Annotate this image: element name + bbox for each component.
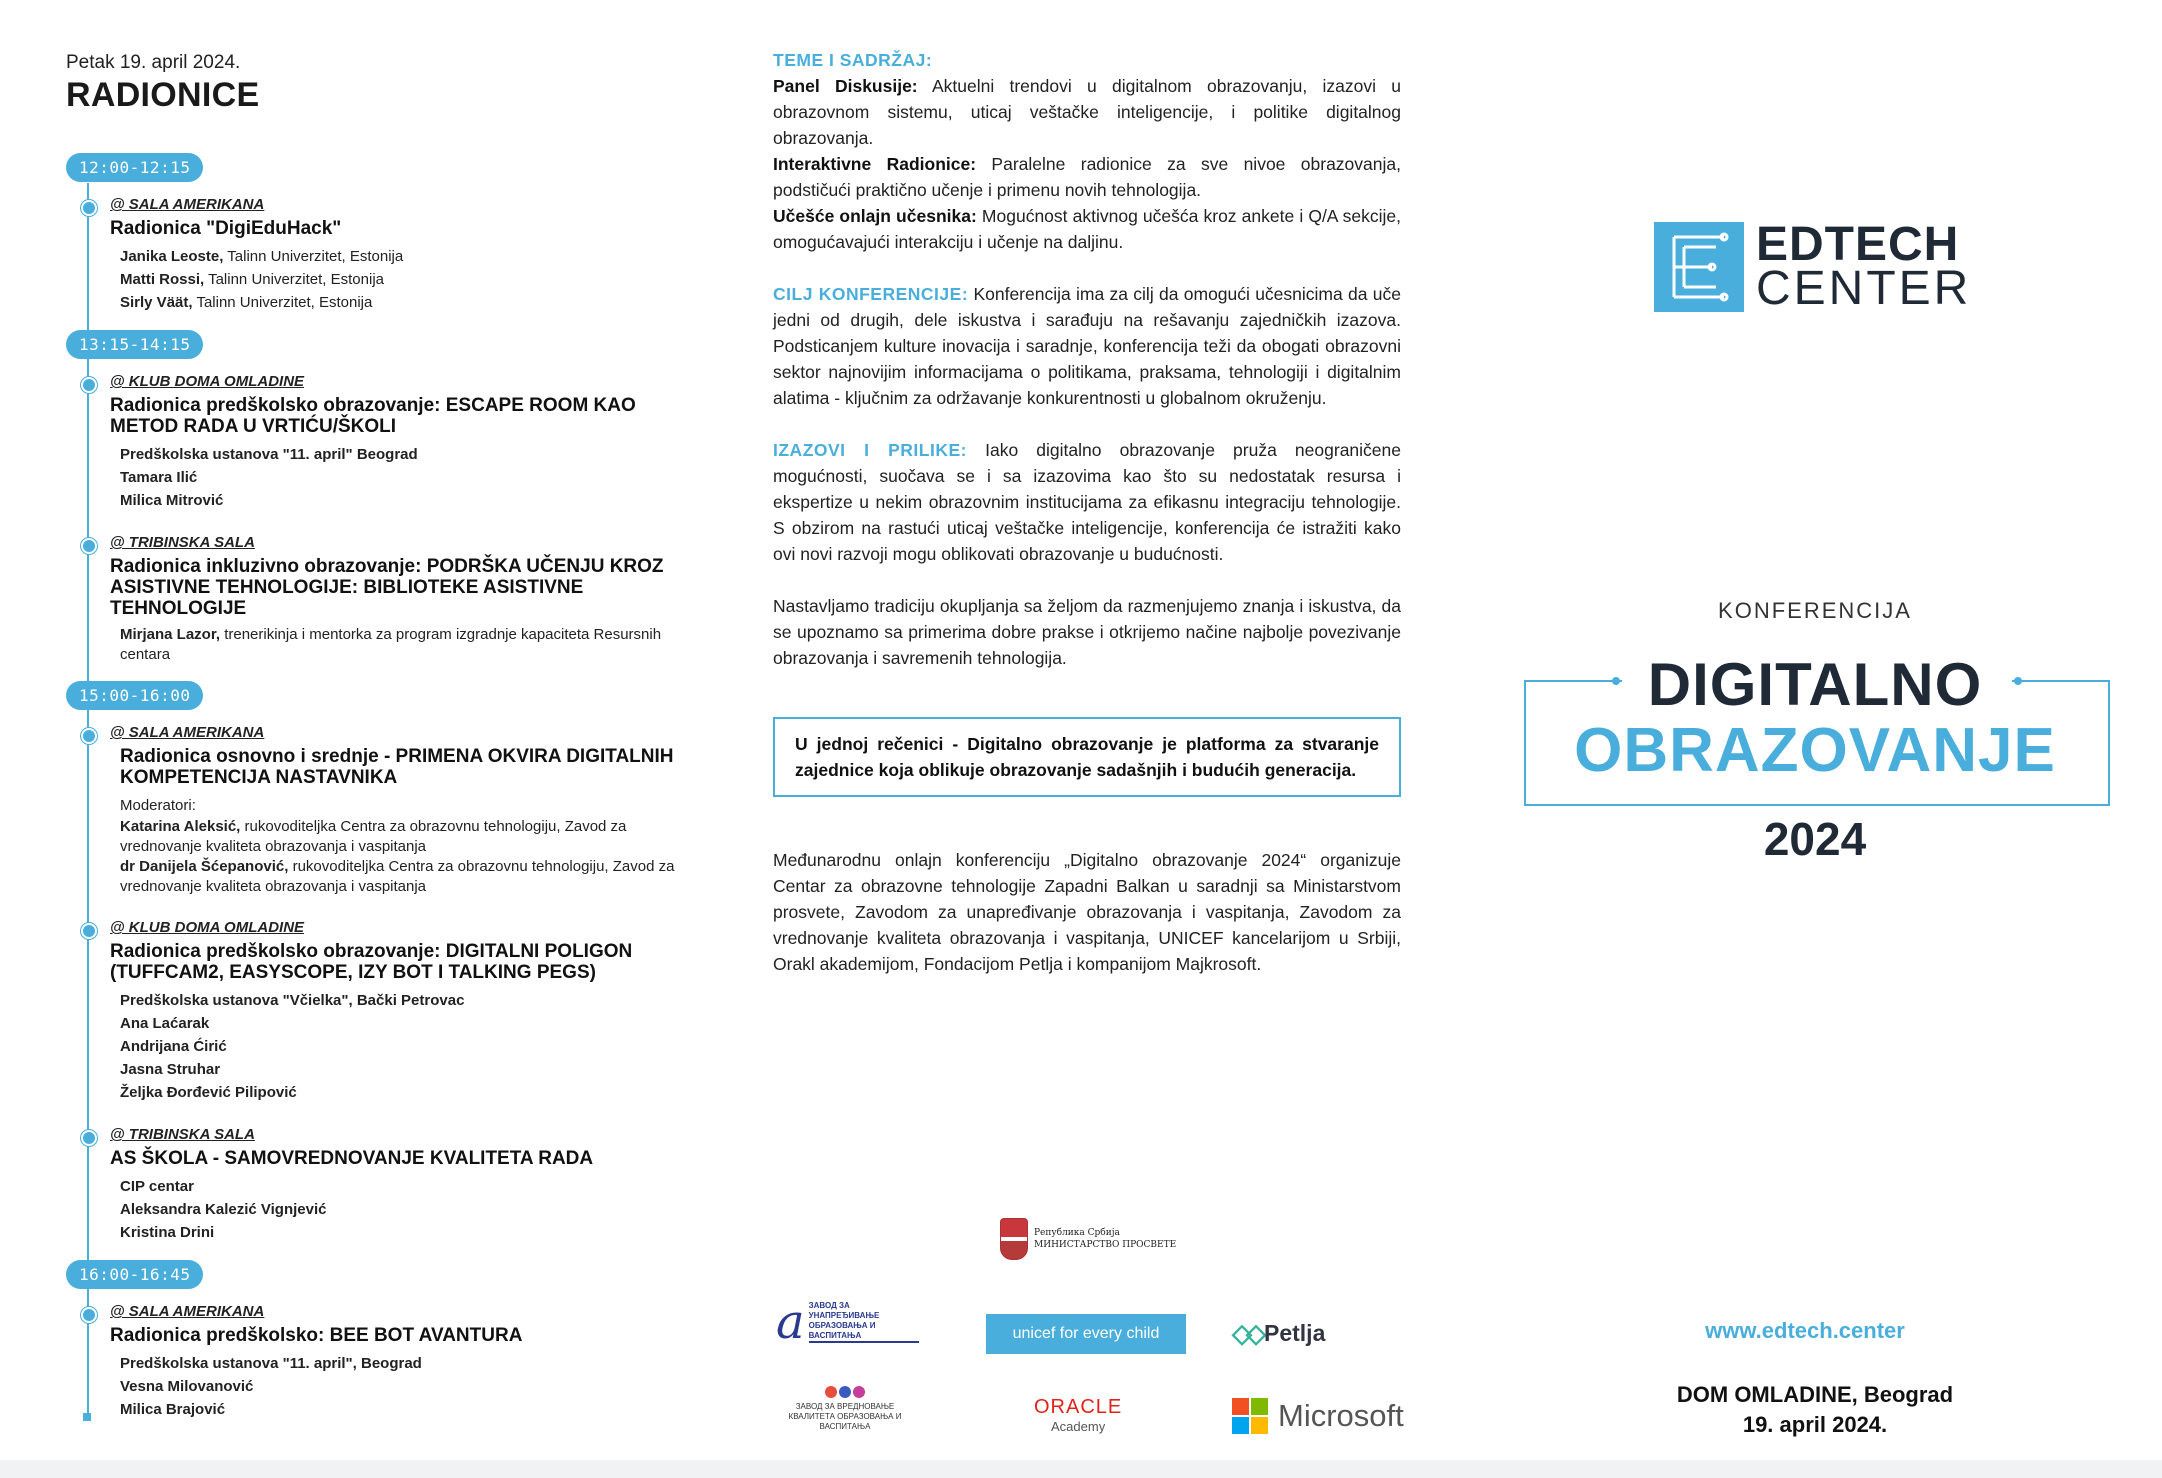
- workshop-session: [66, 919, 706, 1104]
- timeline-dot-icon: [81, 377, 97, 393]
- person-entry: [120, 1035, 706, 1058]
- venue-footer: [1520, 1380, 2110, 1440]
- session-title: Radionica predškolsko obrazovanje: DIGITALNI POLIGON (TUFFCAM2, EASYSCOPE, IZY BOT I TALKING PEGS): [110, 941, 633, 983]
- session-venue: @ KLUB DOMA OMLADINE: [110, 919, 305, 936]
- person-entry: [120, 857, 706, 897]
- person-name: dr Danijela Šćepanović,: [120, 858, 289, 875]
- timeline-dot-icon: [81, 923, 97, 939]
- session-subtitle: Moderatori:: [120, 797, 196, 814]
- person-entry: [120, 1198, 706, 1221]
- person-name: Andrijana Ćirić: [120, 1038, 227, 1055]
- unicef-logo: unicef for every child: [986, 1314, 1186, 1354]
- program-date: Petak 19. april 2024.: [66, 52, 241, 73]
- person-name: Milica Brajović: [120, 1401, 226, 1418]
- person-entry: [120, 489, 706, 512]
- title-line2: OBRAZOVANJE: [1574, 716, 2056, 785]
- session-people: [110, 1175, 706, 1244]
- title-year: 2024: [1763, 813, 1867, 865]
- person-affiliation: trenerikinja i mentorka za program izgradnje kapaciteta Resursnih centara: [120, 626, 662, 663]
- goal-heading: CILJ KONFERENCIJE:: [773, 284, 969, 304]
- person-entry: [120, 1012, 706, 1035]
- timeline-dot-icon: [81, 728, 97, 744]
- person-name: Katarina Aleksić,: [120, 818, 241, 835]
- session-people: [110, 443, 706, 512]
- ministry-line2: МИНИСТАРСТВО ПРОСВЕТЕ: [1034, 1240, 1177, 1250]
- website-link[interactable]: www.edtech.center: [1705, 1318, 1905, 1343]
- person-name: Tamara Ilić: [120, 469, 198, 486]
- timeline-dot-icon: [81, 1130, 97, 1146]
- organizers-paragraph: Međunarodnu onlajn konferenciju „Digitalno obrazovanje 2024“ organizuje Centar za obrazovne tehnologije Zapadni Balkan u saradnji sa Ministarstvom prosvete, Zavodom za unapređivanje obrazovanja i vaspitanja, Zavodom za vrednovanje kvaliteta obrazovanja i vaspitanja, UNICEF kancelarijom u Srbiji, Orakl akademijom, Fondacijom Petlja i kompanijom Majkrosoft.: [773, 850, 1401, 974]
- zuov-a-icon: a: [776, 1294, 805, 1350]
- person-name: Predškolska ustanova "11. april" Beograd: [120, 446, 418, 463]
- session-title: Radionica predškolsko obrazovanje: ESCAPE ROOM KAO METOD RADA U VRTIĆU/ŠKOLI: [110, 395, 636, 437]
- venue-name: DOM OMLADINE, Beograd: [1676, 1382, 1954, 1407]
- theme-label: Učešće onlajn učesnika:: [773, 206, 977, 226]
- theme-label: Panel Diskusije:: [773, 76, 918, 96]
- session-venue: @ SALA AMERIKANA: [110, 724, 265, 741]
- session-venue: @ TRIBINSKA SALA: [110, 534, 255, 551]
- session-title: Radionica predškolsko: BEE BOT AVANTURA: [110, 1325, 523, 1346]
- session-title: AS ŠKOLA - SAMOVREDNOVANJE KVALITETA RADA: [110, 1148, 594, 1169]
- page-bottom-strip: [0, 1460, 2162, 1478]
- time-pill: 16:00-16:45: [66, 1260, 203, 1289]
- program-timeline: [66, 153, 706, 1421]
- person-entry: [120, 1375, 706, 1398]
- brand-line1: EDTECH: [1756, 218, 1960, 271]
- zuov-text: ЗАВОД ЗА УНАПРЕЂИВАЊЕ ОБРАЗОВАЊА И ВАСПИТАЊА: [809, 1301, 919, 1343]
- person-entry: [120, 245, 706, 268]
- zuov-logo: [776, 1294, 919, 1350]
- conference-label: KONFERENCIJA: [1718, 598, 1912, 623]
- workshop-session: [66, 373, 706, 512]
- person-name: Ana Laćarak: [120, 1015, 210, 1032]
- zvkov-balls-icon: [825, 1386, 865, 1398]
- serbia-crest-icon: [1000, 1218, 1028, 1260]
- edtech-e-icon: [1654, 222, 1744, 312]
- timeline-dot-icon: [81, 200, 97, 216]
- session-title: Radionica "DigiEduHack": [110, 218, 342, 239]
- session-venue: @ TRIBINSKA SALA: [110, 1126, 255, 1143]
- theme-item: [773, 151, 1401, 203]
- petlja-mark-icon: ◇◇: [1232, 1318, 1260, 1348]
- themes-heading: TEME I SADRŽAJ:: [773, 50, 933, 70]
- time-slot: [66, 330, 706, 665]
- person-entry: [120, 989, 706, 1012]
- zvkov-text: ЗАВОД ЗА ВРЕДНОВАЊЕ КВАЛИТЕТА ОБРАЗОВАЊА И ВАСПИТАЊА: [788, 1402, 902, 1431]
- person-name: Predškolska ustanova "Včielka", Bački Petrovac: [120, 992, 465, 1009]
- person-entry: [120, 291, 706, 314]
- tradition-paragraph: Nastavljamo tradiciju okupljanja sa željom da razmenjujemo znanja i iskustva, da se upoznamo sa primerima dobre prakse i otkrijemo načine najbolje povezivanje obrazovanja i savremenih tehnologija.: [773, 596, 1401, 668]
- petlja-logo: [1232, 1318, 1325, 1349]
- person-entry: [120, 1221, 706, 1244]
- workshop-session: [66, 1126, 706, 1244]
- session-people: [110, 794, 706, 897]
- oracle-academy-text: Academy: [1051, 1419, 1106, 1434]
- brand-line2: CENTER: [1756, 262, 1972, 315]
- person-entry: [120, 443, 706, 466]
- timeline-dot-icon: [81, 538, 97, 554]
- person-name: Aleksandra Kalezić Vignjević: [120, 1201, 327, 1218]
- person-entry: [120, 1175, 706, 1198]
- person-entry: [120, 1352, 706, 1375]
- person-affiliation: Talinn Univerzitet, Estonija: [204, 271, 384, 288]
- person-name: Sirly Väät,: [120, 294, 193, 311]
- person-name: Vesna Milovanović: [120, 1378, 254, 1395]
- microsoft-logo: [1232, 1398, 1404, 1434]
- workshop-session: [66, 724, 706, 897]
- theme-text: Aktuelni trendovi u digitalnom obrazovanju, izazovi u obrazovnom sistemu, uticaj veštačke inteligencije, i politike digitalnog obrazovanja.: [773, 76, 1401, 148]
- ministry-logo: [1000, 1218, 1176, 1260]
- challenges-paragraph: [773, 437, 1401, 567]
- time-pill: 12:00-12:15: [66, 153, 203, 182]
- person-affiliation: Talinn Univerzitet, Estonija: [192, 294, 373, 311]
- workshop-session: [66, 534, 706, 665]
- person-entry: [120, 1398, 706, 1421]
- person-name: Janika Leoste,: [120, 248, 224, 265]
- zvkov-logo: [780, 1386, 910, 1432]
- person-entry: [120, 466, 706, 489]
- session-title: Radionica osnovno i srednje - PRIMENA OKVIRA DIGITALNIH KOMPETENCIJA NASTAVNIKA: [120, 746, 674, 788]
- workshop-session: [66, 196, 706, 314]
- themes-list: [773, 73, 1401, 255]
- petlja-text: Petlja: [1264, 1320, 1326, 1346]
- person-entry: [120, 625, 706, 665]
- time-slot: [66, 681, 706, 1244]
- program-title: RADIONICE: [66, 76, 260, 114]
- time-slot: [66, 1260, 706, 1421]
- time-slot: [66, 153, 706, 314]
- person-name: CIP centar: [120, 1178, 194, 1195]
- timeline-end-icon: [83, 1413, 91, 1421]
- person-name: Matti Rossi,: [120, 271, 205, 288]
- oracle-academy-logo: [1034, 1396, 1122, 1434]
- person-name: Predškolska ustanova "11. april", Beograd: [120, 1355, 422, 1372]
- person-name: Milica Mitrović: [120, 492, 224, 509]
- microsoft-text: Microsoft: [1278, 1398, 1404, 1433]
- person-name: Kristina Drini: [120, 1224, 215, 1241]
- person-name: Željka Đorđević Pilipović: [120, 1084, 297, 1101]
- person-affiliation: rukovoditeljka Centra za obrazovnu tehnologiju, Zavod za vrednovanje kvaliteta obrazovanja i vaspitanja: [120, 858, 675, 895]
- session-title: Radionica inkluzivno obrazovanje: PODRŠKA UČENJU KROZ ASISTIVNE TEHNOLOGIJE: BIBLIOTEKE ASISTIVNE TEHNOLOGIJE: [110, 556, 664, 619]
- session-venue: @ SALA AMERIKANA: [110, 196, 265, 213]
- goal-paragraph: [773, 281, 1401, 411]
- summary-quote-box: U jednoj rečenici - Digitalno obrazovanje je platforma za stvaranje zajednice koja oblikuje obrazovanje sadašnjih i budućih generacija.: [773, 717, 1401, 797]
- workshop-program: [66, 52, 706, 1421]
- ministry-line1: Република Србија: [1034, 1228, 1120, 1238]
- person-entry: [120, 1081, 706, 1104]
- person-affiliation: rukovoditeljka Centra za obrazovnu tehnologiju, Zavod za vrednovanje kvaliteta obrazovanja i vaspitanja: [120, 818, 627, 855]
- person-name: Mirjana Lazor,: [120, 626, 221, 643]
- workshop-session: [66, 1303, 706, 1421]
- time-pill: 13:15-14:15: [66, 330, 203, 359]
- session-people: [110, 1352, 706, 1421]
- person-entry: [120, 268, 706, 291]
- conference-info: [773, 47, 1401, 977]
- theme-text: Paralelne radionice za sve nivoe obrazovanja, podstičući praktično učenje i primenu novih tehnologija.: [773, 154, 1401, 200]
- person-affiliation: Talinn Univerzitet, Estonija: [223, 248, 404, 265]
- person-entry: [120, 1058, 706, 1081]
- session-venue: @ SALA AMERIKANA: [110, 1303, 265, 1320]
- person-name: Jasna Struhar: [120, 1061, 221, 1078]
- theme-text: Mogućnost aktivnog učešća kroz ankete i Q/A sekcije, omogućavajući interakciju i učenje na daljinu.: [773, 206, 1401, 252]
- venue-date: 19. april 2024.: [1742, 1412, 1888, 1437]
- microsoft-windows-icon: [1232, 1398, 1268, 1434]
- session-people: [110, 989, 706, 1104]
- session-venue: @ KLUB DOMA OMLADINE: [110, 373, 305, 390]
- challenges-text: Iako digitalno obrazovanje pruža neograničene mogućnosti, suočava se i sa izazovima kao što su nedostatak resursa i ekspertize u nekim obrazovnim institucijama za efikasnu integraciju tehnologije. S obzirom na rastući uticaj veštačke inteligencije, konferencija će istražiti kako ovi novi razvoji mogu oblikovati obrazovanje u budućnosti.: [773, 440, 1401, 564]
- theme-item: [773, 73, 1401, 151]
- session-people: [110, 245, 706, 314]
- session-people: [110, 625, 706, 665]
- theme-label: Interaktivne Radionice:: [773, 154, 977, 174]
- time-pill: 15:00-16:00: [66, 681, 203, 710]
- theme-item: [773, 203, 1401, 255]
- challenges-heading: IZAZOVI I PRILIKE:: [773, 440, 967, 460]
- timeline-dot-icon: [81, 1307, 97, 1323]
- title-line1: DIGITALNO: [1647, 651, 1983, 718]
- oracle-text: ORACLE: [1034, 1396, 1123, 1418]
- goal-text: Konferencija ima za cilj da omogući učesnicima da uče jedni od drugih, dele iskustva i sarađuju na rešavanju zajedničkih izazova. Podsticanjem kulture inovacija i saradnje, konferencija teži da obogati obrazovni sektor najnovijim informacijama o politikama, praksama, tehnologiji i digitalnim alatima - ključnim za održavanje konkurentnosti u globalnom okruženju.: [773, 284, 1402, 408]
- person-entry: [120, 817, 706, 857]
- edtech-center-logo: [1654, 218, 1972, 315]
